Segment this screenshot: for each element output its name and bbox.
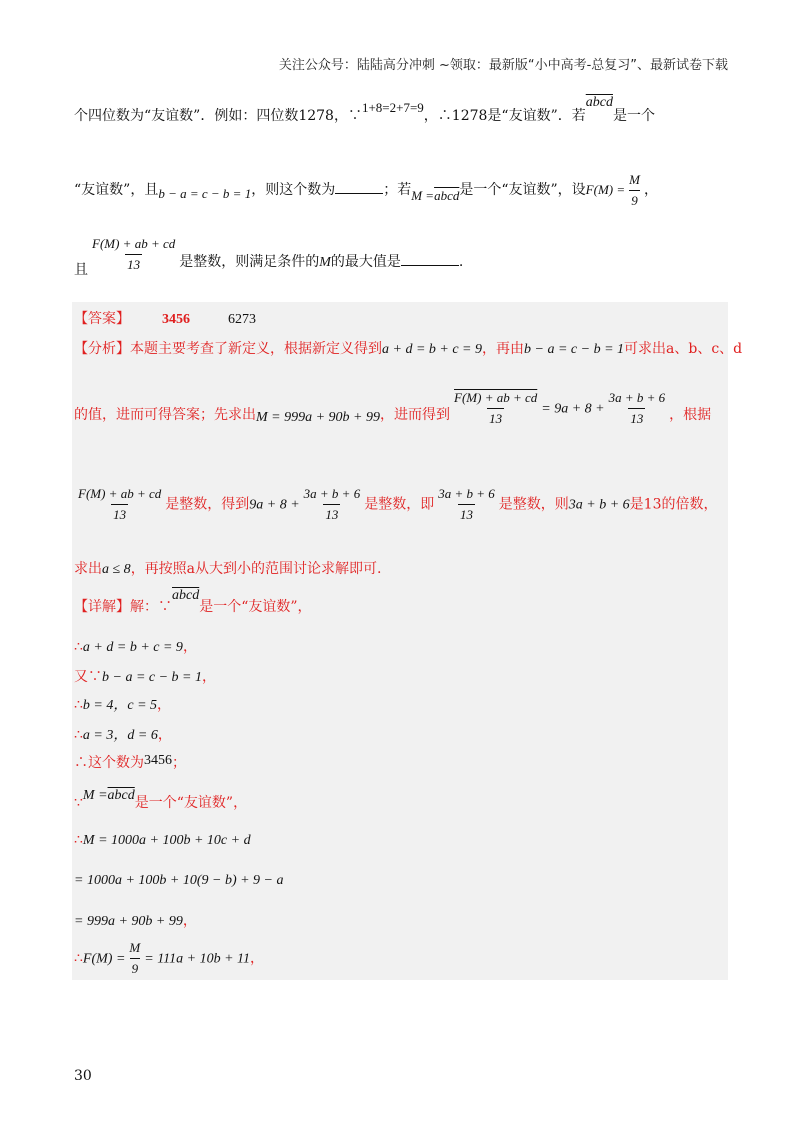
q-text: 是整数，则满足条件的: [179, 254, 320, 271]
detail-math: a = 3，d = 6: [82, 728, 158, 743]
detail-math-abcd: abcd: [107, 788, 135, 803]
q-frac-num: M: [629, 172, 640, 187]
q-text: 且: [74, 262, 88, 279]
analysis-fraction: [302, 486, 363, 523]
q-text: ∵: [347, 108, 362, 124]
analysis-line-4: [74, 558, 381, 578]
detail-text: ，: [202, 669, 217, 685]
analysis-fraction: [76, 486, 163, 523]
page-header: 关注公众号：陆陆高分冲刺 ~领取：最新版“小中高考-总复习”、最新试卷下载: [278, 58, 728, 73]
analysis-line-2: [74, 390, 711, 427]
detail-line-9: [74, 872, 284, 889]
detail-line-3: [74, 666, 216, 686]
analysis-text: 是整数，得到: [165, 496, 250, 513]
analysis-frac-num: 3a + b + 6: [438, 486, 495, 501]
q-fraction: [627, 172, 642, 208]
detail-line-5: [74, 724, 172, 744]
analysis-fraction: [452, 390, 539, 427]
detail-text: ∵: [74, 795, 83, 811]
q-text: ，则这个数为: [251, 182, 336, 199]
analysis-text: 本题主要考查了新定义，根据新定义得到: [130, 341, 382, 357]
answer-blank-1[interactable]: [335, 181, 383, 194]
q-math-abcd: abcd: [585, 95, 613, 110]
detail-line-11: [74, 940, 264, 977]
analysis-frac-num: 3a + b + 6: [608, 390, 666, 405]
analysis-frac-num: 3a + b + 6: [303, 486, 361, 501]
answer-value-1: 3456: [162, 312, 190, 327]
detail-line-6: [74, 752, 186, 772]
detail-frac-den: 9: [130, 958, 141, 977]
analysis-math: M = 999a + 90b + 99: [256, 409, 381, 425]
detail-text: ∴: [74, 639, 83, 655]
detail-math: = 1000a + 100b + 10(9 − b) + 9 − a: [74, 873, 284, 888]
detail-text: 是一个“友谊数”，: [199, 599, 312, 615]
analysis-frac-num: F(M) + ab + cd: [454, 390, 538, 405]
detail-text: ∴: [74, 832, 83, 848]
analysis-text: 是整数，则: [498, 496, 569, 513]
analysis-frac-den: 13: [628, 408, 645, 427]
q-text: 是一个“友谊数”，设: [459, 182, 586, 199]
analysis-math: b − a = c − b = 1: [524, 342, 625, 357]
answer-value-2: 6273: [228, 312, 256, 327]
q-frac-num: F(M) + ab + cd: [92, 236, 176, 251]
analysis-text: 求出: [74, 561, 102, 577]
q-text: .: [458, 254, 464, 271]
detail-math: = 999a + 90b + 99: [74, 914, 183, 929]
detail-line-4: [74, 694, 171, 714]
q-math-abcd: abcd: [434, 188, 460, 204]
detail-text: ，: [157, 697, 172, 713]
page-number: 30: [74, 1068, 92, 1084]
answer-blank-2[interactable]: [401, 253, 459, 266]
detail-math: b − a = c − b = 1: [102, 670, 203, 685]
q-text: ；若: [383, 182, 412, 199]
analysis-text: 可求出a、b、c、d: [624, 341, 743, 357]
analysis-fraction: [607, 390, 668, 427]
detail-text: ，: [250, 950, 264, 967]
analysis-frac-den: 13: [111, 504, 128, 523]
analysis-text: ，再按照a从大到小的范围讨论求解即可.: [130, 561, 382, 577]
analysis-math: 9a + 8 +: [249, 497, 300, 513]
analysis-math: a + d = b + c = 9: [382, 342, 483, 357]
analysis-label: 【分析】: [74, 341, 130, 357]
detail-text: ，: [182, 639, 197, 655]
detail-line-8: [74, 832, 251, 849]
q-text: 个四位数为“友谊数”．例如：四位数1278，: [74, 108, 348, 124]
detail-text: ∴: [74, 697, 83, 713]
detail-text: ∴: [74, 950, 83, 967]
detail-math: M = 1000a + 100b + 10c + d: [82, 833, 251, 848]
q-text: 是一个: [612, 108, 655, 124]
analysis-frac-den: 13: [458, 504, 475, 523]
analysis-frac-den: 13: [487, 408, 504, 427]
detail-text: ；: [172, 755, 186, 771]
q-math: F(M) =: [585, 182, 626, 198]
detail-fraction: [127, 940, 142, 977]
q-text: “友谊数”，且: [74, 182, 159, 199]
q-frac-den: 13: [125, 254, 142, 273]
q-text: ，∴1278是“友谊数”．若: [423, 108, 586, 124]
analysis-text: ，根据: [669, 406, 712, 423]
answer-line: [74, 308, 256, 328]
detail-text: 又∵: [74, 669, 102, 685]
detail-text: ，: [182, 913, 197, 929]
analysis-math: a ≤ 8: [102, 562, 131, 577]
q-math: 1+8=2+7=9: [361, 100, 424, 115]
q-text: 的最大值是: [330, 254, 401, 271]
question-line-2: [74, 172, 658, 208]
analysis-line-1: [74, 338, 742, 358]
analysis-text: 是13的倍数，: [629, 496, 718, 513]
q-text: ，: [643, 182, 658, 199]
analysis-math: = 9a + 8 +: [541, 401, 605, 417]
q-math: b − a = c − b = 1: [158, 186, 252, 202]
q-fraction: [90, 236, 177, 272]
analysis-line-3: [74, 486, 717, 523]
question-line-1: [74, 95, 655, 126]
detail-math: a + d = b + c = 9: [82, 640, 183, 655]
analysis-text: 是整数，即: [364, 496, 435, 513]
detail-math: b = 4，c = 5: [82, 698, 158, 713]
detail-line-2: [74, 636, 197, 656]
detail-text: ∴: [74, 727, 83, 743]
analysis-frac-den: 13: [323, 504, 340, 523]
detail-text: ∴这个数为: [74, 755, 144, 771]
detail-line-7: [74, 788, 248, 812]
detail-text: 是一个“友谊数”，: [134, 795, 248, 811]
detail-line-10: [74, 910, 197, 930]
analysis-text: ，进而得到: [380, 406, 451, 423]
q-frac-den: 9: [629, 190, 640, 209]
detail-math: M =: [82, 788, 108, 803]
q-math: M =: [411, 188, 435, 204]
analysis-text: 的值，进而可得答案；先求出: [74, 406, 256, 423]
analysis-math: 3a + b + 6: [568, 497, 630, 513]
question-line-3: [74, 236, 464, 279]
detail-frac-num: M: [129, 940, 141, 955]
analysis-frac-num: F(M) + ab + cd: [78, 486, 162, 501]
detail-line-1: [74, 588, 312, 616]
detail-math: 3456: [144, 753, 172, 768]
detail-label: 【详解】: [74, 599, 130, 615]
detail-text: 解：∵: [130, 599, 172, 615]
detail-text: ，: [157, 727, 172, 743]
detail-math-abcd: abcd: [172, 588, 200, 603]
q-math: M: [319, 255, 331, 271]
detail-math: F(M) =: [82, 951, 126, 967]
detail-math: = 111a + 10b + 11: [144, 951, 250, 967]
answer-label: 【答案】: [74, 311, 130, 327]
analysis-text: ，再由: [482, 341, 525, 357]
analysis-fraction: [436, 486, 497, 523]
